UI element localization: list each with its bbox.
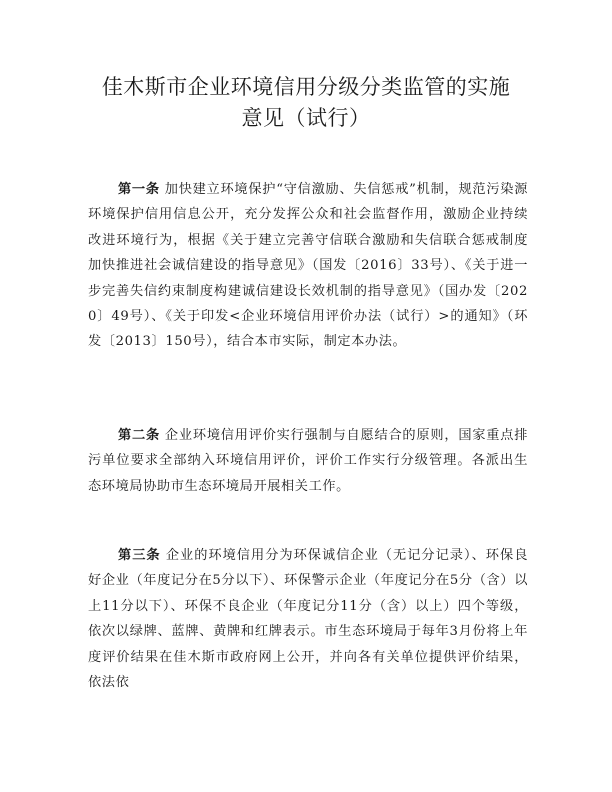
document-title	[80, 72, 532, 134]
article-2-heading: 第二条	[118, 428, 160, 443]
article-2	[88, 423, 528, 499]
article-1-heading: 第一条	[118, 182, 160, 197]
article-2-body: 企业环境信用评价实行强制与自愿结合的原则，国家重点排污单位要求全部纳入环境信用评价，评价工作实行分级管理。各派出生态环境局协助市生态环境局开展相关工作。	[88, 428, 528, 494]
article-3-heading: 第三条	[118, 548, 161, 563]
document-title-line-1: 佳木斯市企业环境信用分级分类监管的实施	[101, 75, 511, 99]
article-1	[88, 177, 528, 355]
article-1-body: 加快建立环境保护“守信激励、失信惩戒”机制，规范污染源环境保护信用信息公开，充分发挥公众和社会监督作用，激励企业持续改进环境行为，根据《关于建立完善守信联合激励和失信联合惩戒制度加快推进社会诚信建设的指导意见》（国发〔2016〕33号）、《关于进一步完善失信约束制度构建诚信建设长效机制的指导意见》（国办发〔2020〕49号）、《关于印发<企业环境信用评价办法（试行）>的通知》（环发〔2013〕150号），结合本市实际，制定本办法。	[88, 182, 528, 350]
document-title-line-2: 意见（试行）	[241, 106, 371, 130]
article-3-body: 企业的环境信用分为环保诚信企业（无记分记录）、环保良好企业（年度记分在5分以下）、环保警示企业（年度记分在5分（含）以上11分以下）、环保不良企业（年度记分11分（含）以上）四个等级，依次以绿牌、蓝牌、黄牌和红牌表示。市生态环境局于每年3月份将上年度评价结果在佳木斯市政府网上公开，并向各有关单位提供评价结果，依法依	[88, 548, 528, 691]
article-3	[88, 543, 528, 695]
